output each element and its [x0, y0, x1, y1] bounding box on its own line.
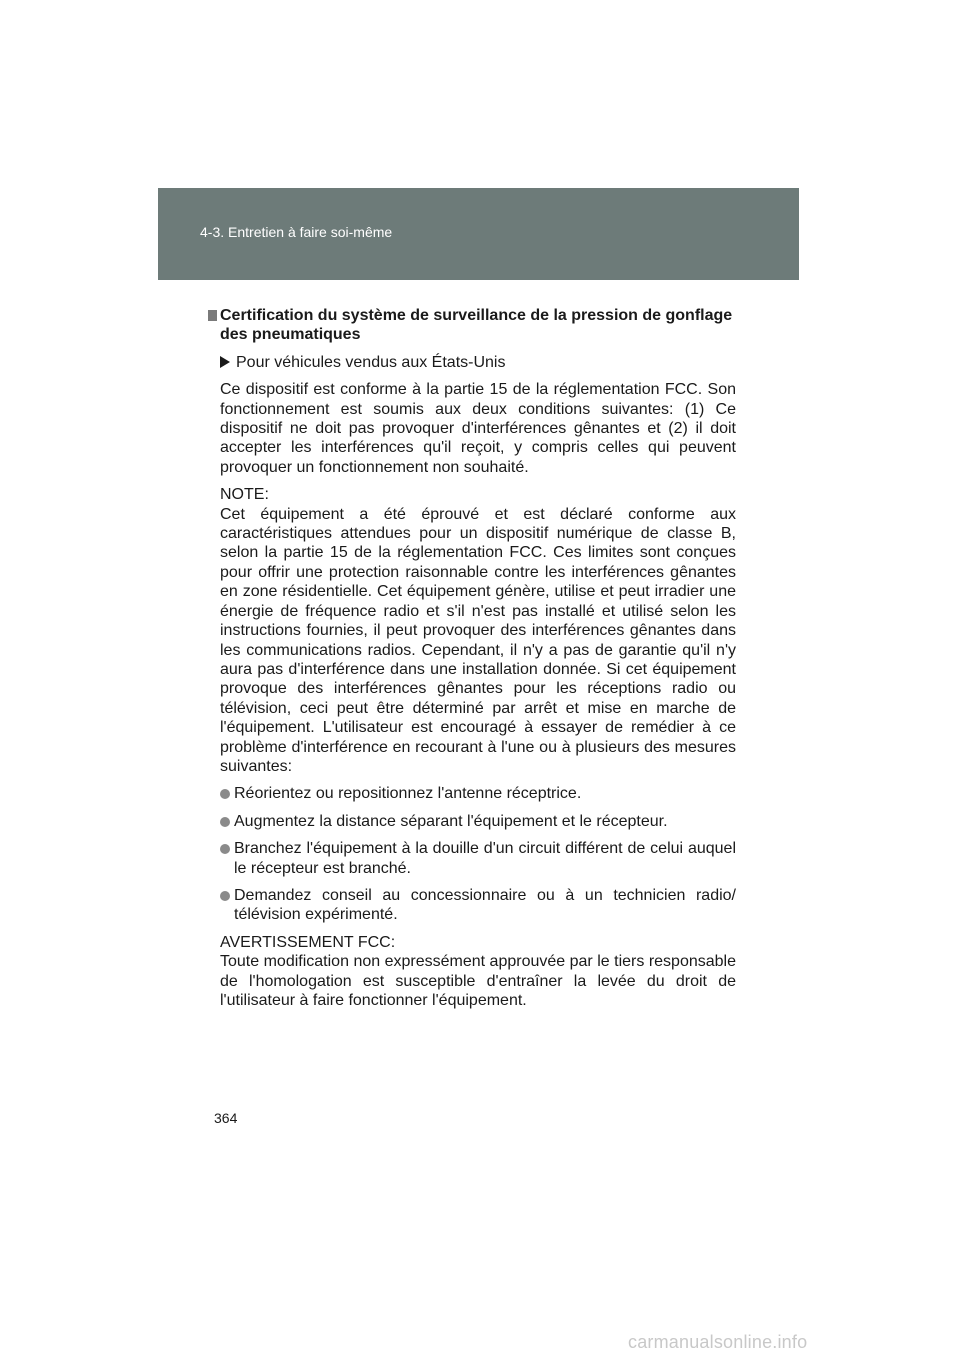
list-item: Réorientez ou repositionnez l'antenne réceptrice.	[220, 784, 736, 803]
section-heading	[208, 306, 736, 345]
compliance-paragraph: Ce dispositif est conforme à la partie 15 de la réglementation FCC. Son fonctionnement est soumis aux deux conditions suivantes: (1) Ce dispositif ne doit pas provoquer d'interférences gênantes et (2) il doit accepter les interférences qu'il reçoit, y compris celles qui peuvent provoquer un fonctionnement non souhaité.	[220, 381, 736, 476]
list-item: Augmentez la distance séparant l'équipement et le récepteur.	[220, 812, 736, 831]
measures-list	[208, 784, 736, 924]
note-paragraph: Cet équipement a été éprouvé et est déclaré conforme aux caractéristiques attendues pour un dispositif numérique de classe B, selon la partie 15 de la réglementation FCC. Ces limites sont conçues pour offrir une protection raisonnable contre les interférences gênantes en zone résidentielle. Cet équipement génère, utilise et peut irradier une énergie de fréquence radio et s'il n'est pas installé et utilisé selon les instructions fournies, il peut provoquer des interférences gênantes dans les communications radios. Cependant, il n'y a pas de garantie qu'il n'y aura pas d'interférence dans une installation donnée. Si cet équipement provoque des interférences gênantes pour les réceptions radio ou télévision, ceci peut être déterminé par arrêt et mise en marche de l'équipement. L'utilisateur est encouragé à essayer de remédier à ce problème d'interférence en recourant à l'une ou à plusieurs des mesures suivantes:	[220, 505, 736, 775]
list-item: Branchez l'équipement à la douille d'un circuit différent de celui auquel le récepteur est branché.	[220, 839, 736, 878]
circle-bullet-icon	[220, 891, 230, 901]
circle-bullet-icon	[220, 817, 230, 827]
circle-bullet-icon	[220, 844, 230, 854]
square-bullet-icon	[208, 310, 217, 321]
note-label: NOTE:	[220, 486, 269, 504]
section-title: 4-3. Entretien à faire soi-même	[200, 224, 393, 240]
market-label-text: Pour véhicules vendus aux États-Unis	[236, 353, 506, 371]
chapter-header	[158, 188, 799, 280]
warning-paragraph: Toute modification non expressément approuvée par le tiers responsable de l'homologation est susceptible d'entraîner la levée du droit de l'utilisateur à faire fonctionner l'équipement.	[220, 953, 736, 1009]
page-content	[208, 306, 736, 1018]
market-label	[220, 353, 736, 372]
page-number: 364	[214, 1110, 238, 1126]
list-item: Demandez conseil au concessionnaire ou à un technicien radio/ télévision expérimenté.	[220, 886, 736, 925]
section-heading-text: Certification du système de surveillance de la pression de gonflage des pneumatiques	[220, 307, 733, 344]
triangle-pointer-icon	[220, 356, 230, 368]
warning-label: AVERTISSEMENT FCC:	[220, 933, 396, 951]
circle-bullet-icon	[220, 789, 230, 799]
watermark: carmanualsonline.info	[628, 1332, 808, 1352]
